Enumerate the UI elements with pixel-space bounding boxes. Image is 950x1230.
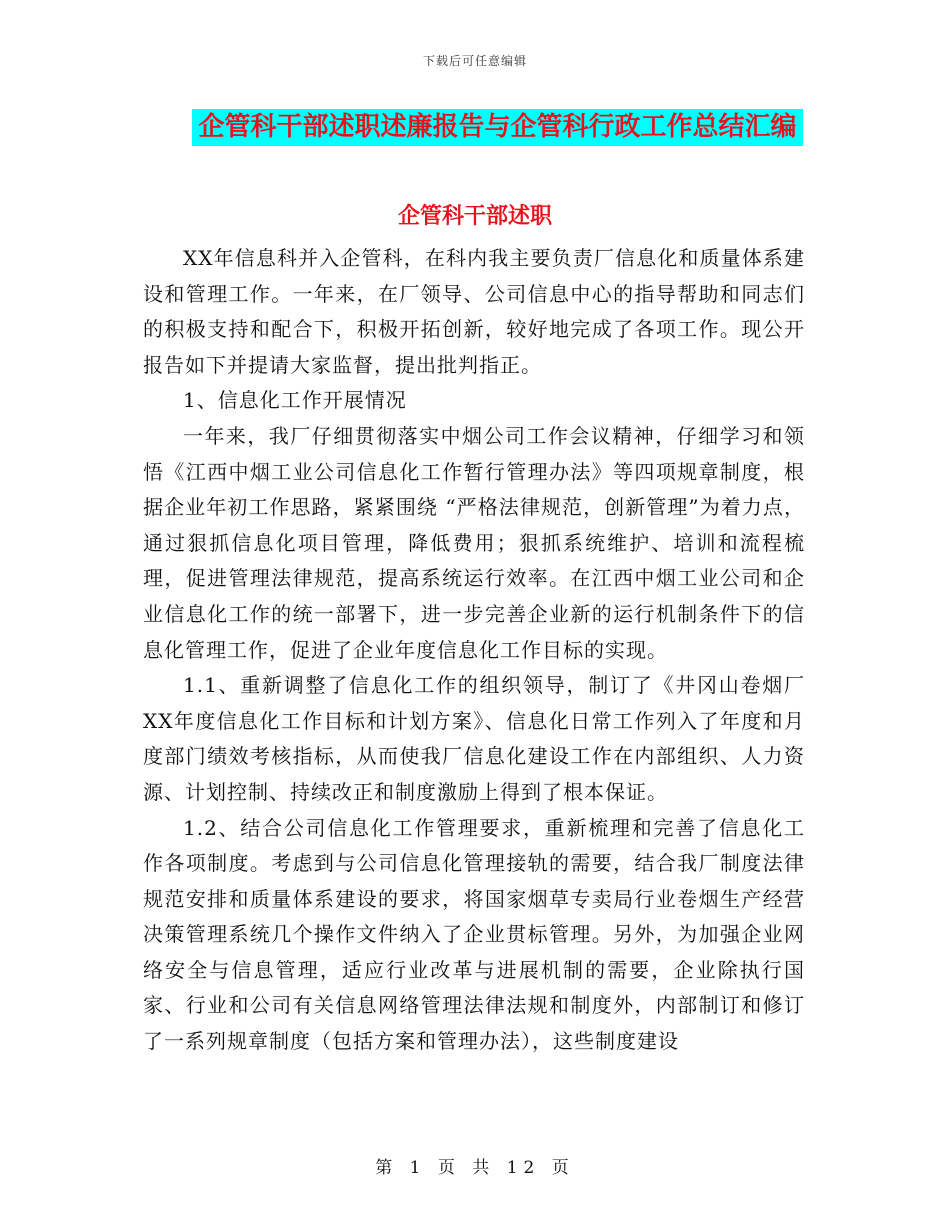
paragraph: XX年信息科并入企管科，在科内我主要负责厂信息化和质量体系建设和管理工作。一年来，在厂领导、公司信息中心的指导帮助和同志们的积极支持和配合下，积极开拓创新，较好地完成了各项工作。现公开报告如下并提请大家监督，提出批判指正。 [143, 246, 805, 377]
paragraph: 1.1、重新调整了信息化工作的组织领导，制订了《井冈山卷烟厂XX年度信息化工作目标和计划方案》、信息化日常工作列入了年度和月度部门绩效考核指标，从而使我厂信息化建设工作在内部组织、人力资源、计划控制、持续改正和制度激励上得到了根本保证。 [143, 673, 805, 804]
section-title: 企管科干部述职 [397, 203, 552, 229]
paragraph: 1.2、结合公司信息化工作管理要求，重新梳理和完善了信息化工作各项制度。考虑到与公司信息化管理接轨的需要，结合我厂制度法律规范安排和质量体系建设的要求，将国家烟草专卖局行业卷烟生产经营决策管理系统几个操作文件纳入了企业贯标管理。另外，为加强企业网络安全与信息管理，适应行业改革与进展机制的需要，企业除执行国家、行业和公司有关信息网络管理法律法规和制度外，内部制订和修订了一系列规章制度（包括方案和管理办法），这些制度建设 [143, 815, 805, 1054]
page-number-footer: 第 1 页 共 12 页 [375, 1158, 575, 1178]
paragraph: 一年来，我厂仔细贯彻落实中烟公司工作会议精神，仔细学习和领悟《江西中烟工业公司信息化工作暂行管理办法》等四项规章制度，根据企业年初工作思路，紧紧围绕 “严格法律规范，创新管理”为着力点，通过狠抓信息化项目管理，降低费用；狠抓系统维护、培训和流程梳理，促进管理法律规范，提高系统运行效率。在江西中烟工业公司和企业信息化工作的统一部署下，进一步完善企业新的运行机制条件下的信息化管理工作，促进了企业年度信息化工作目标的实现。 [143, 423, 805, 662]
document-body [143, 241, 805, 1060]
document-title: 企管科干部述职述廉报告与企管科行政工作总结汇编 [192, 109, 803, 146]
page-header-note: 下载后可任意编辑 [422, 54, 527, 68]
paragraph: 1、信息化工作开展情况 [183, 388, 407, 413]
